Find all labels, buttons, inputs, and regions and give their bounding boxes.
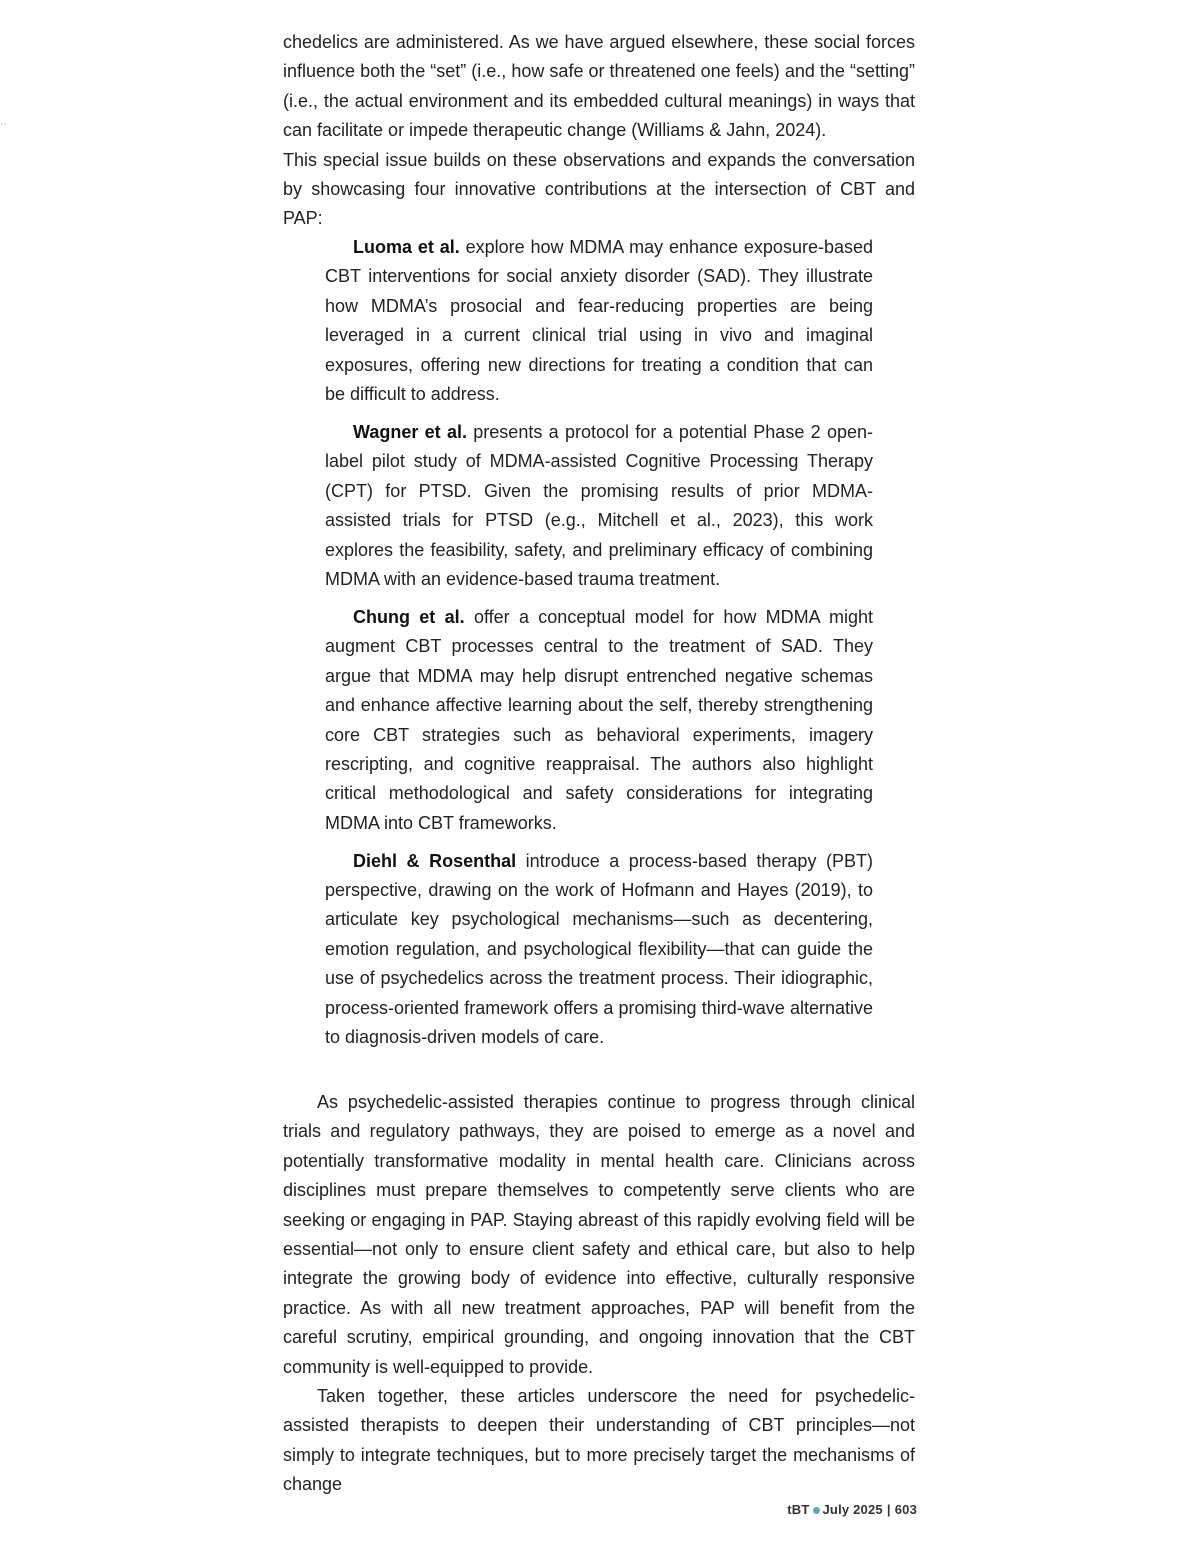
issue-date: July 2025	[822, 1502, 883, 1517]
contribution-text: offer a conceptual model for how MDMA might augment CBT processes central to the treatment of SAD. They argue that MDMA may help disrupt entrenched negative schemas and enhance affective learning about the self, thereby strengthening core CBT strategies such as behavioral experiments, imagery rescripting, and cognitive reappraisal. The authors also highlight critical methodological and safety considerations for integrating MDMA into CBT frameworks.	[325, 606, 874, 833]
contribution-item	[325, 603, 873, 838]
contributions-list	[325, 233, 873, 1061]
contribution-text: introduce a process-based therapy (PBT) perspective, drawing on the work of Hofmann and Hayes (2019), to articulate key psychological mechanisms—such as decentering, emotion regulation, and psychological flexibility—that can guide the use of psychedelics across the treatment process. Their idiographic, process-oriented framework offers a promising third-wave alternative to diagnosis-driven models of care.	[325, 850, 873, 1048]
intro-lead-in: This special issue builds on these observations and expands the conversation by showcasing four innovative contributions at the intersection of CBT and PAP:	[283, 149, 915, 229]
contribution-text: explore how MDMA may enhance exposure-based CBT interventions for social anxiety disorder (SAD). They illustrate how MDMA’s prosocial and fear-reducing properties are being leveraged in a current clinical trial using in vivo and imaginal exposures, offering new directions for treating a condition that can be difficult to address.	[325, 237, 873, 405]
footer-separator: |	[886, 1502, 891, 1517]
closing-paragraph: Taken together, these articles underscore the need for psychedelic-assisted therapists to deepen their understanding of CBT principles—not simply to integrate techniques, but to more precisely target the mechanisms of change	[283, 1386, 915, 1495]
contribution-authors: Diehl & Rosenthal	[353, 850, 517, 871]
page-footer	[787, 1502, 917, 1517]
closing-section	[283, 1088, 915, 1500]
contribution-item	[325, 847, 873, 1053]
contribution-authors: Chung et al.	[353, 606, 465, 627]
page-number: 603	[894, 1502, 917, 1517]
intro-section	[283, 28, 915, 234]
contribution-text: presents a protocol for a potential Phase 2 open-label pilot study of MDMA-assisted Cognitive Processing Therapy (CPT) for PTSD. Given the promising results of prior MDMA-assisted trials for PTSD (e.g., Mitchell et al., 2023), this work explores the feasibility, safety, and preliminary efficacy of combining MDMA with an evidence-based trauma treatment.	[325, 421, 873, 589]
contribution-authors: Wagner et al.	[353, 421, 467, 442]
margin-mark: ..	[0, 117, 8, 128]
contribution-item	[325, 233, 873, 409]
intro-paragraph: chedelics are administered. As we have argued elsewhere, these social forces influence both the “set” (i.e., how safe or threatened one feels) and the “setting” (i.e., the actual environment and its embedded cultural meanings) in ways that can facilitate or impede therapeutic change (Williams & Jahn, 2024).	[283, 32, 915, 141]
contribution-authors: Luoma et al.	[353, 237, 460, 257]
bullet-dot-icon	[813, 1507, 820, 1514]
closing-paragraph: As psychedelic-assisted therapies continue to progress through clinical trials and regulatory pathways, they are poised to emerge as a novel and potentially transformative modality in mental health care. Clinicians across disciplines must prepare themselves to competently serve clients who are seeking or engaging in PAP. Staying abreast of this rapidly evolving field will be essential—not only to ensure client safety and ethical care, but also to help integrate the growing body of evidence into effective, culturally responsive practice. As with all new treatment approaches, PAP will benefit from the careful scrutiny, empirical grounding, and ongoing innovation that the CBT community is well-equipped to provide.	[283, 1092, 915, 1377]
journal-name: tBT	[787, 1502, 810, 1517]
contribution-item	[325, 418, 873, 594]
